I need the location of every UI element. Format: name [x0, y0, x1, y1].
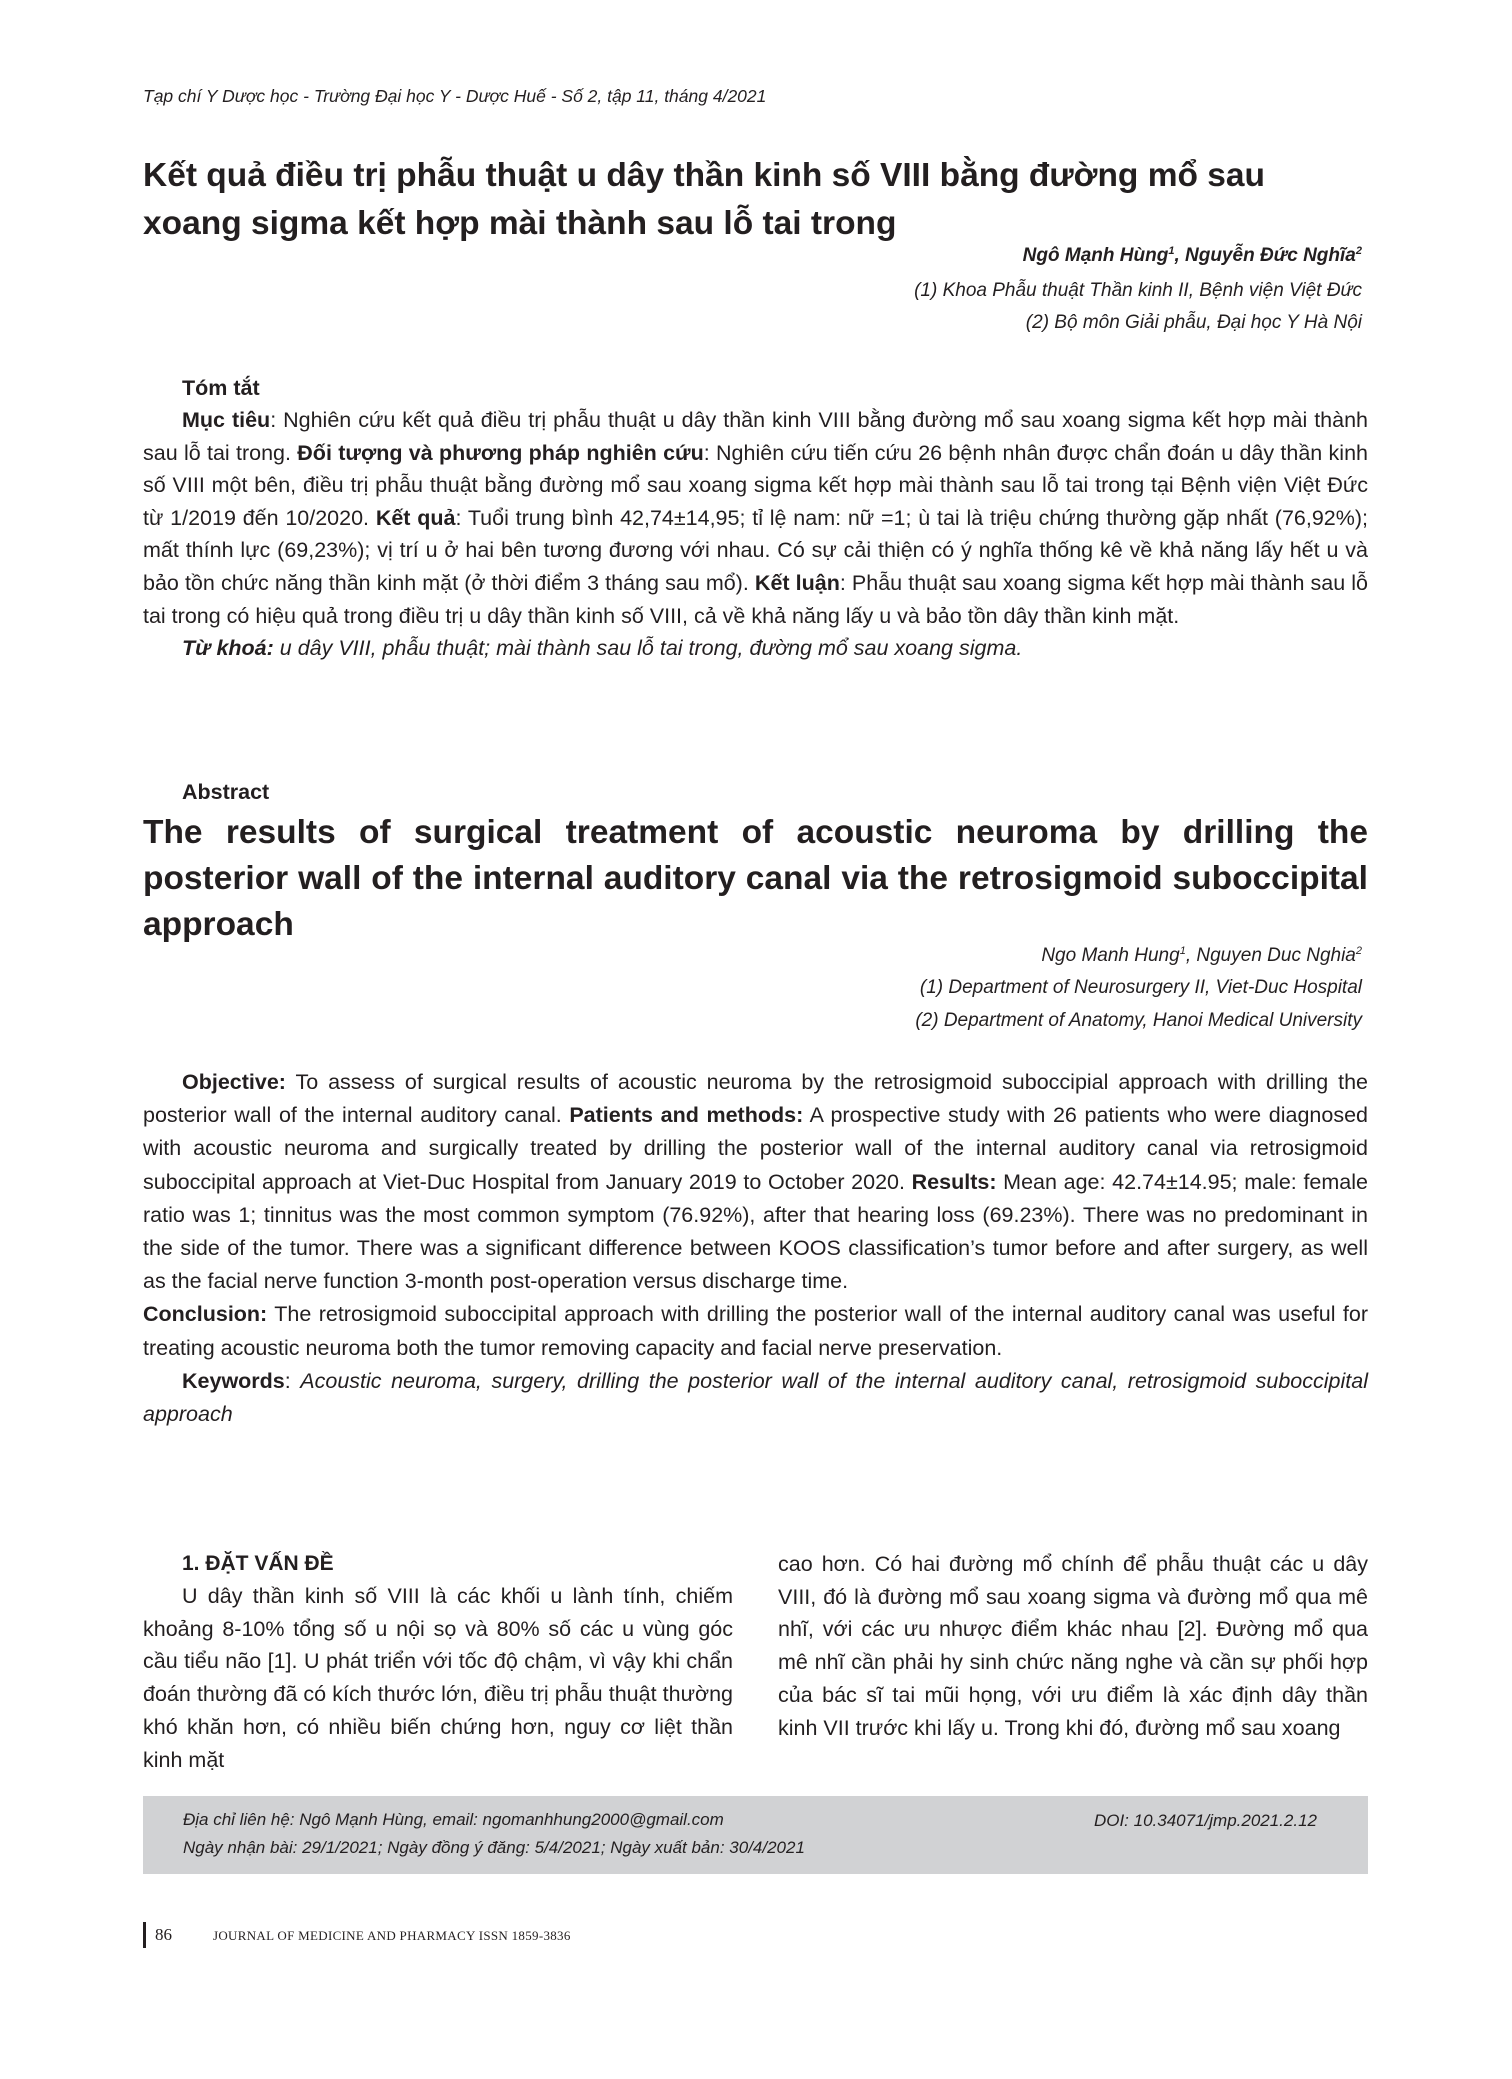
vietnamese-title: Kết quả điều trị phẫu thuật u dây thần kinh số VIII bằng đường mổ sau xoang sigma kết hợp mài thành sau lỗ tai trong: [143, 157, 1265, 242]
keywords-line: [143, 1365, 1368, 1431]
publication-dates: Ngày nhận bài: 29/1/2021; Ngày đồng ý đăng: 5/4/2021; Ngày xuất bản: 30/4/2021: [183, 1838, 805, 1857]
abstract-paragraph: [143, 1066, 1368, 1298]
objective-label: Objective:: [182, 1070, 286, 1094]
body-paragraph: U dây thần kinh số VIII là các khối u lành tính, chiếm khoảng 8-10% tổng số u nội sọ và 80% số các u vùng góc cầu tiểu não [1]. U phát triển với tốc độ chậm, vì vậy khi chẩn đoán thường đã có kích thước lớn, điều trị phẫu thuật thường khó khăn hơn, có nhiều biến chứng hơn, nguy cơ liệt thần kinh mặt: [143, 1584, 733, 1772]
author-name: Nguyen Duc Nghia: [1196, 945, 1356, 966]
vietnamese-abstract: [143, 404, 1368, 665]
methods-text: : Nghiên cứu tiến cứu 26 bệnh nhân được chẩn đoán u dây thần kinh số VIII một bên, điều trị phẫu thuật bằng đường mổ sau xoang sigma kết hợp mài thành sau lỗ tai trong tại Bệnh viện Việt Đức từ 1/2019 đến 10/2020.: [143, 440, 1368, 530]
footer-divider: [143, 1922, 146, 1948]
objective-text: To assess of surgical results of acoustic neuroma by the retrosigmoid suboccipial approach with drilling the posterior wall of the internal auditory canal.: [143, 1070, 1368, 1128]
vietnamese-authors: [1023, 245, 1362, 267]
author-name: Ngo Manh Hung: [1041, 945, 1180, 966]
affiliation-mark: 1: [1179, 945, 1186, 957]
english-authors: [1041, 945, 1362, 967]
section-heading: 1. ĐẶT VẤN ĐỀ: [182, 1552, 334, 1575]
affiliation-mark: 2: [1355, 945, 1362, 957]
conclusion-text: : Phẫu thuật sau xoang sigma kết hợp mài thành sau lỗ tai trong có hiệu quả trong điều trị u dây thần kinh số VIII, cả về khả năng lấy u và bảo tồn dây thần kinh mặt.: [143, 570, 1368, 628]
methods-label: Patients and methods:: [569, 1103, 804, 1128]
conclusion-text: The retrosigmoid suboccipital approach with drilling the posterior wall of the internal auditory canal was useful for treating acoustic neuroma both the tumor removing capacity and facial nerve preservation.: [143, 1302, 1368, 1360]
conclusion-label: Kết luận: [754, 570, 840, 595]
affiliation-mark: 1: [1168, 245, 1175, 257]
author-name: Ngô Mạnh Hùng: [1022, 245, 1169, 266]
keywords-label: Từ khoá:: [182, 636, 274, 661]
conclusion-label: Conclusion:: [143, 1302, 268, 1327]
body-paragraph: cao hơn. Có hai đường mổ chính để phẫu thuật các u dây VIII, đó là đường mổ sau xoang sigma và đường mổ qua mê nhĩ, với các ưu nhược điểm khác nhau [2]. Đường mổ qua mê nhĩ cần phải hy sinh chức năng nghe và cần sự phối hợp của bác sĩ tai mũi họng, với ưu điểm là xác định dây thần kinh VII trước khi lấy u. Trong khi đó, đường mổ sau xoang: [778, 1552, 1368, 1740]
journal-footer-name: JOURNAL OF MEDICINE AND PHARMACY ISSN 1859-3836: [213, 1928, 571, 1943]
objective-label: Mục tiêu: [182, 408, 271, 432]
affiliation-mark: 2: [1355, 245, 1362, 257]
keywords-label: Keywords: [182, 1368, 285, 1393]
summary-heading: Tóm tắt: [182, 376, 260, 400]
keywords-text: u dây VIII, phẫu thuật; mài thành sau lỗ tai trong, đường mổ sau xoang sigma.: [273, 636, 1023, 661]
journal-header: Tạp chí Y Dược học - Trường Đại học Y - Dược Huế - Số 2, tập 11, tháng 4/2021: [143, 86, 767, 106]
keywords-line: [143, 632, 1368, 665]
body-column-left: [143, 1548, 733, 1776]
author-separator: ,: [1185, 945, 1197, 966]
methods-text: A prospective study with 26 patients who were diagnosed with acoustic neuroma and surgically treated by drilling the posterior wall of the internal auditory canal via retrosigmoid suboccipital approach at Viet-Duc Hospital from January 2019 to October 2020.: [143, 1103, 1368, 1194]
results-label: Kết quả: [375, 505, 456, 530]
abstract-paragraph: [143, 404, 1368, 632]
vietnamese-affiliation-1: (1) Khoa Phẫu thuật Thần kinh II, Bệnh viện Việt Đức: [914, 280, 1362, 301]
page-number: 86: [155, 1925, 172, 1944]
vietnamese-affiliation-2: (2) Bộ môn Giải phẫu, Đại học Y Hà Nội: [1025, 312, 1362, 333]
doi-text: DOI: 10.34071/jmp.2021.2.12: [1093, 1811, 1317, 1830]
english-abstract: [143, 1066, 1368, 1431]
author-separator: ,: [1174, 245, 1185, 266]
contact-info: Địa chỉ liên hệ: Ngô Mạnh Hùng, email: ngomanhhung2000@gmail.com: [183, 1810, 724, 1829]
author-name: Nguyễn Đức Nghĩa: [1185, 245, 1356, 266]
methods-label: Đối tượng và phương pháp nghiên cứu: [297, 440, 704, 465]
results-label: Results:: [911, 1169, 997, 1194]
keywords-text: Acoustic neuroma, surgery, drilling the posterior wall of the internal auditory canal, retrosigmoid suboccipital approach: [143, 1368, 1368, 1427]
results-text: : Tuổi trung bình 42,74±14,95; tỉ lệ nam: nữ =1; ù tai là triệu chứng thường gặp nhất (76,92%); mất thính lực (69,23%); vị trí u ở hai bên tương đương với nhau. Có sự cải thiện có ý nghĩa thống kê về khả năng lấy hết u và bảo tồn chức năng thần kinh mặt (ở thời điểm 3 tháng sau mổ).: [143, 505, 1369, 595]
objective-text: : Nghiên cứu kết quả điều trị phẫu thuật u dây thần kinh VIII bằng đường mổ sau xoang sigma kết hợp mài thành sau lỗ tai trong.: [143, 408, 1368, 465]
english-affiliation-2: (2) Department of Anatomy, Hanoi Medical University: [915, 1010, 1362, 1031]
correspondence-box: [143, 1796, 1368, 1874]
body-column-right: [778, 1548, 1368, 1744]
english-title: The results of surgical treatment of acoustic neuroma by drilling the posterior wall of the internal auditory canal via the retrosigmoid suboccipital approach: [143, 814, 1368, 943]
keywords-colon: :: [284, 1368, 301, 1393]
english-affiliation-1: (1) Department of Neurosurgery II, Viet-Duc Hospital: [919, 977, 1362, 998]
abstract-heading: Abstract: [182, 780, 270, 804]
results-text: Mean age: 42.74±14.95; male: female ratio was 1; tinnitus was the most common symptom (76.92%), after that hearing loss (69.23%). There was no predominant in the side of the tumor. There was a significant difference between KOOS classification’s tumor before and after surgery, as well as the facial nerve function 3-month post-operation versus discharge time.: [143, 1169, 1368, 1294]
conclusion-paragraph: [143, 1298, 1368, 1364]
